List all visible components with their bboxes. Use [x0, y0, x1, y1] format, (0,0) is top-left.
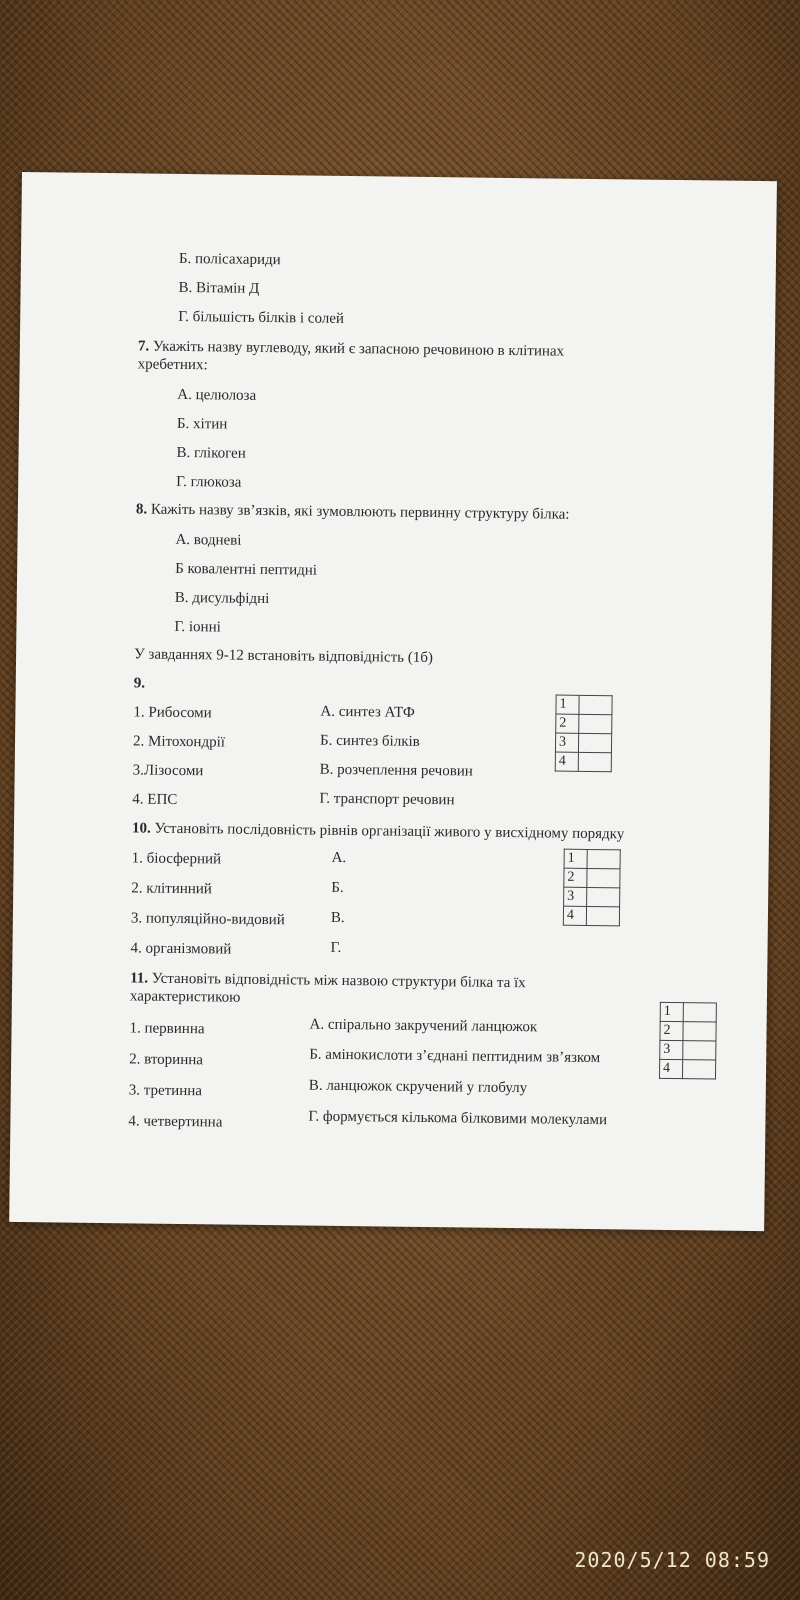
right-item: А. синтез АТФ [320, 703, 415, 721]
option-text: А. водневі [175, 531, 242, 549]
option-text: В. Вітамін Д [178, 279, 260, 297]
grid-row-number: 3 [564, 887, 587, 906]
answer-grid [659, 1002, 717, 1080]
left-item: 4. ЕПС [132, 791, 178, 808]
question-number: 7. [137, 338, 150, 355]
question-text: Установіть послідовність рівнів організації живого у висхідному порядку [154, 820, 625, 843]
answer-cell[interactable] [683, 1022, 716, 1041]
left-item: 4. четвертинна [128, 1113, 223, 1131]
answer-grid [555, 695, 613, 773]
option-text: В. глікоген [176, 444, 246, 462]
worksheet-page [9, 172, 777, 1231]
answer-cell[interactable] [683, 1003, 716, 1022]
option-text: Г. більшість білків і солей [178, 308, 345, 327]
right-item: Б. синтез білків [319, 732, 420, 750]
option-text: Г. іонні [174, 618, 221, 636]
left-item: 2. вторинна [129, 1051, 204, 1069]
grid-row-number: 3 [555, 733, 578, 752]
left-item: 2. Мітохондрії [132, 733, 226, 751]
answer-cell[interactable] [587, 849, 620, 868]
answer-cell[interactable] [579, 714, 612, 733]
answer-cell[interactable] [587, 887, 620, 906]
answer-cell[interactable] [579, 695, 612, 714]
photo-timestamp: 2020/5/12 08:59 [574, 1548, 770, 1572]
question-8 [136, 500, 570, 523]
question-number: 11. [130, 970, 149, 987]
grid-row-number: 1 [556, 695, 579, 714]
option-text: В. дисульфідні [174, 589, 270, 608]
left-item: 1. Рибосоми [133, 704, 212, 722]
right-item: Б. амінокислоти з’єднані пептидним зв’язком [309, 1046, 601, 1067]
grid-row-number: 2 [556, 714, 579, 733]
instruction-text: У завданнях 9-12 встановіть відповідність (1б) [134, 646, 433, 667]
left-item: 1. первинна [129, 1020, 205, 1038]
left-item: 3.Лізосоми [132, 762, 204, 780]
right-item: Г. транспорт речовин [319, 790, 455, 809]
answer-cell[interactable] [586, 906, 619, 925]
question-number: 8. [135, 501, 148, 518]
option-text: Б. хітин [176, 415, 228, 433]
answer-grid [563, 849, 621, 927]
question-text: Укажіть назву вуглеводу, який є запасною речовиною в клітинах [152, 338, 565, 360]
question-text-cont: характеристикою [129, 988, 241, 1006]
left-item: 2. клітинний [131, 880, 212, 898]
grid-row-number: 3 [660, 1040, 683, 1059]
left-item: 3. популяційно-видовий [130, 910, 285, 929]
right-item: А. [331, 849, 347, 867]
answer-cell[interactable] [587, 868, 620, 887]
answer-cell[interactable] [578, 752, 611, 771]
right-item: В. ланцюжок скручений у глобулу [308, 1077, 528, 1097]
grid-row-number: 4 [563, 906, 586, 925]
left-item: 1. біосферний [131, 850, 222, 868]
left-item: 4. організмовий [130, 940, 232, 958]
answer-cell[interactable] [682, 1060, 715, 1079]
right-item: Г. [330, 939, 342, 956]
grid-row-number: 1 [660, 1002, 683, 1021]
grid-row-number: 4 [659, 1059, 682, 1078]
question-text: Кажіть назву зв’язків, які зумовлюють первинну структуру білка: [150, 501, 570, 523]
option-text: Г. глюкоза [176, 473, 242, 491]
left-item: 3. третинна [128, 1082, 203, 1100]
question-text: Установіть відповідність між назвою структури білка та їх [151, 970, 526, 992]
answer-cell[interactable] [578, 733, 611, 752]
question-number: 9. [133, 675, 146, 692]
grid-row-number: 1 [564, 849, 587, 868]
question-number: 10. [131, 820, 151, 837]
right-item: Г. формується кількома білковими молекулами [308, 1108, 608, 1129]
grid-row-number: 4 [555, 752, 578, 771]
right-item: В. [330, 909, 345, 926]
option-text: Б ковалентні пептидні [175, 560, 318, 579]
grid-row-number: 2 [660, 1021, 683, 1040]
option-text: А. целюлоза [177, 386, 257, 404]
right-item: А. спірально закручений ланцюжок [309, 1016, 538, 1036]
grid-row-number: 2 [564, 868, 587, 887]
right-item: Б. [331, 879, 344, 896]
option-text: Б. полісахариди [178, 250, 281, 269]
right-item: В. розчеплення речовин [319, 761, 473, 780]
question-text-cont: хребетних: [137, 356, 208, 374]
answer-cell[interactable] [683, 1041, 716, 1060]
question-10 [132, 819, 625, 843]
